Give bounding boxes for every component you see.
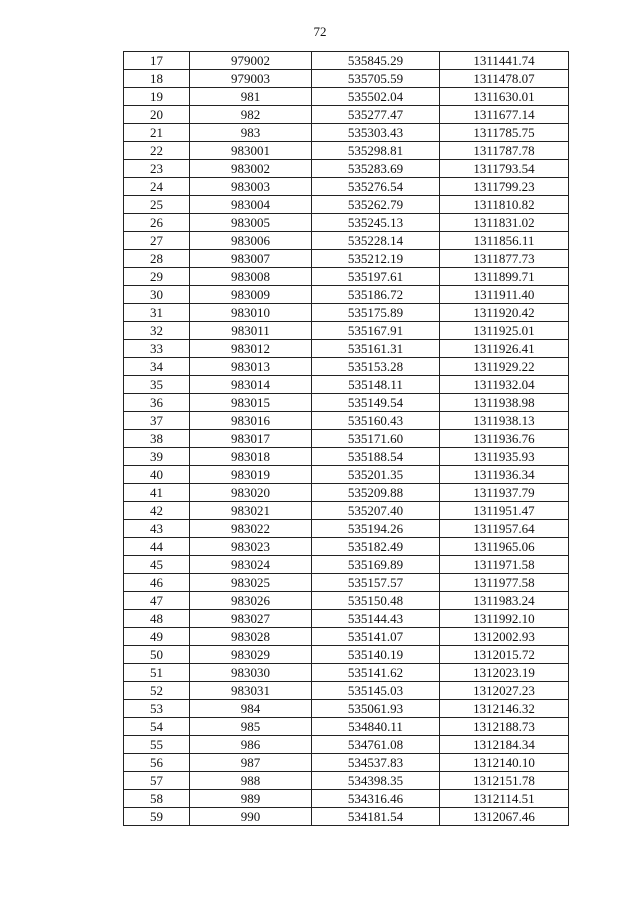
x-coordinate-cell: 535303.43 bbox=[312, 124, 440, 142]
point-id-cell: 983031 bbox=[190, 682, 312, 700]
coordinates-table-body bbox=[124, 52, 569, 826]
x-coordinate-cell: 535148.11 bbox=[312, 376, 440, 394]
y-coordinate-cell: 1311831.02 bbox=[440, 214, 569, 232]
y-coordinate-cell: 1311911.40 bbox=[440, 286, 569, 304]
x-coordinate-cell: 535276.54 bbox=[312, 178, 440, 196]
table-row bbox=[124, 340, 569, 358]
point-id-cell: 983029 bbox=[190, 646, 312, 664]
row-index-cell: 45 bbox=[124, 556, 190, 574]
row-index-cell: 18 bbox=[124, 70, 190, 88]
x-coordinate-cell: 535141.07 bbox=[312, 628, 440, 646]
row-index-cell: 34 bbox=[124, 358, 190, 376]
point-id-cell: 983004 bbox=[190, 196, 312, 214]
point-id-cell: 983 bbox=[190, 124, 312, 142]
table-row bbox=[124, 268, 569, 286]
row-index-cell: 49 bbox=[124, 628, 190, 646]
row-index-cell: 21 bbox=[124, 124, 190, 142]
point-id-cell: 983019 bbox=[190, 466, 312, 484]
point-id-cell: 983028 bbox=[190, 628, 312, 646]
y-coordinate-cell: 1312114.51 bbox=[440, 790, 569, 808]
x-coordinate-cell: 535188.54 bbox=[312, 448, 440, 466]
y-coordinate-cell: 1311899.71 bbox=[440, 268, 569, 286]
y-coordinate-cell: 1311925.01 bbox=[440, 322, 569, 340]
table-row bbox=[124, 250, 569, 268]
x-coordinate-cell: 535262.79 bbox=[312, 196, 440, 214]
point-id-cell: 983021 bbox=[190, 502, 312, 520]
y-coordinate-cell: 1311937.79 bbox=[440, 484, 569, 502]
point-id-cell: 983024 bbox=[190, 556, 312, 574]
table-row bbox=[124, 304, 569, 322]
x-coordinate-cell: 535153.28 bbox=[312, 358, 440, 376]
y-coordinate-cell: 1311785.75 bbox=[440, 124, 569, 142]
row-index-cell: 36 bbox=[124, 394, 190, 412]
y-coordinate-cell: 1311929.22 bbox=[440, 358, 569, 376]
table-row bbox=[124, 430, 569, 448]
point-id-cell: 979003 bbox=[190, 70, 312, 88]
row-index-cell: 32 bbox=[124, 322, 190, 340]
table-row bbox=[124, 448, 569, 466]
point-id-cell: 983025 bbox=[190, 574, 312, 592]
x-coordinate-cell: 534537.83 bbox=[312, 754, 440, 772]
x-coordinate-cell: 535194.26 bbox=[312, 520, 440, 538]
row-index-cell: 46 bbox=[124, 574, 190, 592]
point-id-cell: 990 bbox=[190, 808, 312, 826]
y-coordinate-cell: 1311926.41 bbox=[440, 340, 569, 358]
point-id-cell: 983008 bbox=[190, 268, 312, 286]
x-coordinate-cell: 535169.89 bbox=[312, 556, 440, 574]
point-id-cell: 983012 bbox=[190, 340, 312, 358]
x-coordinate-cell: 535298.81 bbox=[312, 142, 440, 160]
table-row bbox=[124, 376, 569, 394]
y-coordinate-cell: 1311932.04 bbox=[440, 376, 569, 394]
row-index-cell: 20 bbox=[124, 106, 190, 124]
page-number: 72 bbox=[313, 24, 327, 39]
y-coordinate-cell: 1311920.42 bbox=[440, 304, 569, 322]
y-coordinate-cell: 1311677.14 bbox=[440, 106, 569, 124]
x-coordinate-cell: 535705.59 bbox=[312, 70, 440, 88]
y-coordinate-cell: 1312151.78 bbox=[440, 772, 569, 790]
row-index-cell: 42 bbox=[124, 502, 190, 520]
table-row bbox=[124, 592, 569, 610]
table-row bbox=[124, 52, 569, 70]
y-coordinate-cell: 1312184.34 bbox=[440, 736, 569, 754]
table-row bbox=[124, 232, 569, 250]
y-coordinate-cell: 1311478.07 bbox=[440, 70, 569, 88]
table-row bbox=[124, 664, 569, 682]
y-coordinate-cell: 1312027.23 bbox=[440, 682, 569, 700]
row-index-cell: 58 bbox=[124, 790, 190, 808]
table-row bbox=[124, 322, 569, 340]
table-row bbox=[124, 394, 569, 412]
point-id-cell: 983006 bbox=[190, 232, 312, 250]
x-coordinate-cell: 535502.04 bbox=[312, 88, 440, 106]
table-row bbox=[124, 178, 569, 196]
row-index-cell: 54 bbox=[124, 718, 190, 736]
x-coordinate-cell: 535150.48 bbox=[312, 592, 440, 610]
point-id-cell: 983009 bbox=[190, 286, 312, 304]
point-id-cell: 983013 bbox=[190, 358, 312, 376]
point-id-cell: 982 bbox=[190, 106, 312, 124]
x-coordinate-cell: 535186.72 bbox=[312, 286, 440, 304]
y-coordinate-cell: 1311971.58 bbox=[440, 556, 569, 574]
table-row bbox=[124, 808, 569, 826]
x-coordinate-cell: 534761.08 bbox=[312, 736, 440, 754]
row-index-cell: 31 bbox=[124, 304, 190, 322]
x-coordinate-cell: 535182.49 bbox=[312, 538, 440, 556]
table-row bbox=[124, 196, 569, 214]
y-coordinate-cell: 1311938.13 bbox=[440, 412, 569, 430]
row-index-cell: 17 bbox=[124, 52, 190, 70]
table-row bbox=[124, 538, 569, 556]
x-coordinate-cell: 535277.47 bbox=[312, 106, 440, 124]
y-coordinate-cell: 1311992.10 bbox=[440, 610, 569, 628]
point-id-cell: 983017 bbox=[190, 430, 312, 448]
row-index-cell: 55 bbox=[124, 736, 190, 754]
point-id-cell: 989 bbox=[190, 790, 312, 808]
row-index-cell: 39 bbox=[124, 448, 190, 466]
point-id-cell: 983016 bbox=[190, 412, 312, 430]
y-coordinate-cell: 1311936.34 bbox=[440, 466, 569, 484]
x-coordinate-cell: 534181.54 bbox=[312, 808, 440, 826]
x-coordinate-cell: 535845.29 bbox=[312, 52, 440, 70]
point-id-cell: 983020 bbox=[190, 484, 312, 502]
table-row bbox=[124, 412, 569, 430]
y-coordinate-cell: 1311935.93 bbox=[440, 448, 569, 466]
table-row bbox=[124, 160, 569, 178]
row-index-cell: 41 bbox=[124, 484, 190, 502]
point-id-cell: 983023 bbox=[190, 538, 312, 556]
table-row bbox=[124, 646, 569, 664]
table-row bbox=[124, 466, 569, 484]
y-coordinate-cell: 1312140.10 bbox=[440, 754, 569, 772]
point-id-cell: 983015 bbox=[190, 394, 312, 412]
table-row bbox=[124, 142, 569, 160]
y-coordinate-cell: 1312146.32 bbox=[440, 700, 569, 718]
row-index-cell: 29 bbox=[124, 268, 190, 286]
row-index-cell: 30 bbox=[124, 286, 190, 304]
point-id-cell: 985 bbox=[190, 718, 312, 736]
x-coordinate-cell: 535245.13 bbox=[312, 214, 440, 232]
y-coordinate-cell: 1311787.78 bbox=[440, 142, 569, 160]
x-coordinate-cell: 534316.46 bbox=[312, 790, 440, 808]
table-row bbox=[124, 772, 569, 790]
x-coordinate-cell: 535145.03 bbox=[312, 682, 440, 700]
x-coordinate-cell: 535140.19 bbox=[312, 646, 440, 664]
row-index-cell: 57 bbox=[124, 772, 190, 790]
table-row bbox=[124, 286, 569, 304]
x-coordinate-cell: 535157.57 bbox=[312, 574, 440, 592]
y-coordinate-cell: 1311957.64 bbox=[440, 520, 569, 538]
y-coordinate-cell: 1311441.74 bbox=[440, 52, 569, 70]
x-coordinate-cell: 535141.62 bbox=[312, 664, 440, 682]
table-row bbox=[124, 106, 569, 124]
y-coordinate-cell: 1312023.19 bbox=[440, 664, 569, 682]
y-coordinate-cell: 1311965.06 bbox=[440, 538, 569, 556]
y-coordinate-cell: 1311977.58 bbox=[440, 574, 569, 592]
coordinates-table bbox=[123, 51, 569, 826]
row-index-cell: 51 bbox=[124, 664, 190, 682]
x-coordinate-cell: 535167.91 bbox=[312, 322, 440, 340]
x-coordinate-cell: 534840.11 bbox=[312, 718, 440, 736]
table-row bbox=[124, 736, 569, 754]
table-row bbox=[124, 358, 569, 376]
row-index-cell: 47 bbox=[124, 592, 190, 610]
row-index-cell: 37 bbox=[124, 412, 190, 430]
x-coordinate-cell: 535228.14 bbox=[312, 232, 440, 250]
table-row bbox=[124, 718, 569, 736]
x-coordinate-cell: 535197.61 bbox=[312, 268, 440, 286]
table-row bbox=[124, 214, 569, 232]
x-coordinate-cell: 535201.35 bbox=[312, 466, 440, 484]
row-index-cell: 43 bbox=[124, 520, 190, 538]
row-index-cell: 52 bbox=[124, 682, 190, 700]
table-row bbox=[124, 88, 569, 106]
x-coordinate-cell: 535149.54 bbox=[312, 394, 440, 412]
point-id-cell: 983011 bbox=[190, 322, 312, 340]
row-index-cell: 44 bbox=[124, 538, 190, 556]
y-coordinate-cell: 1312015.72 bbox=[440, 646, 569, 664]
table-row bbox=[124, 124, 569, 142]
table-row bbox=[124, 556, 569, 574]
y-coordinate-cell: 1311793.54 bbox=[440, 160, 569, 178]
point-id-cell: 983005 bbox=[190, 214, 312, 232]
y-coordinate-cell: 1312002.93 bbox=[440, 628, 569, 646]
x-coordinate-cell: 535061.93 bbox=[312, 700, 440, 718]
point-id-cell: 983007 bbox=[190, 250, 312, 268]
table-row bbox=[124, 484, 569, 502]
y-coordinate-cell: 1311810.82 bbox=[440, 196, 569, 214]
point-id-cell: 983018 bbox=[190, 448, 312, 466]
row-index-cell: 26 bbox=[124, 214, 190, 232]
point-id-cell: 979002 bbox=[190, 52, 312, 70]
y-coordinate-cell: 1311938.98 bbox=[440, 394, 569, 412]
table-row bbox=[124, 628, 569, 646]
y-coordinate-cell: 1312188.73 bbox=[440, 718, 569, 736]
point-id-cell: 986 bbox=[190, 736, 312, 754]
y-coordinate-cell: 1311799.23 bbox=[440, 178, 569, 196]
table-row bbox=[124, 754, 569, 772]
x-coordinate-cell: 535207.40 bbox=[312, 502, 440, 520]
row-index-cell: 23 bbox=[124, 160, 190, 178]
row-index-cell: 22 bbox=[124, 142, 190, 160]
y-coordinate-cell: 1311936.76 bbox=[440, 430, 569, 448]
table-row bbox=[124, 520, 569, 538]
table-row bbox=[124, 790, 569, 808]
row-index-cell: 33 bbox=[124, 340, 190, 358]
row-index-cell: 27 bbox=[124, 232, 190, 250]
point-id-cell: 988 bbox=[190, 772, 312, 790]
point-id-cell: 983022 bbox=[190, 520, 312, 538]
row-index-cell: 40 bbox=[124, 466, 190, 484]
x-coordinate-cell: 535283.69 bbox=[312, 160, 440, 178]
x-coordinate-cell: 535171.60 bbox=[312, 430, 440, 448]
point-id-cell: 983027 bbox=[190, 610, 312, 628]
table-row bbox=[124, 610, 569, 628]
y-coordinate-cell: 1312067.46 bbox=[440, 808, 569, 826]
point-id-cell: 983001 bbox=[190, 142, 312, 160]
table-row bbox=[124, 502, 569, 520]
x-coordinate-cell: 535175.89 bbox=[312, 304, 440, 322]
table-row bbox=[124, 70, 569, 88]
row-index-cell: 38 bbox=[124, 430, 190, 448]
y-coordinate-cell: 1311983.24 bbox=[440, 592, 569, 610]
row-index-cell: 59 bbox=[124, 808, 190, 826]
row-index-cell: 35 bbox=[124, 376, 190, 394]
table-row bbox=[124, 682, 569, 700]
y-coordinate-cell: 1311877.73 bbox=[440, 250, 569, 268]
y-coordinate-cell: 1311630.01 bbox=[440, 88, 569, 106]
table-row bbox=[124, 700, 569, 718]
x-coordinate-cell: 535209.88 bbox=[312, 484, 440, 502]
y-coordinate-cell: 1311856.11 bbox=[440, 232, 569, 250]
row-index-cell: 48 bbox=[124, 610, 190, 628]
y-coordinate-cell: 1311951.47 bbox=[440, 502, 569, 520]
x-coordinate-cell: 535212.19 bbox=[312, 250, 440, 268]
x-coordinate-cell: 534398.35 bbox=[312, 772, 440, 790]
x-coordinate-cell: 535161.31 bbox=[312, 340, 440, 358]
x-coordinate-cell: 535160.43 bbox=[312, 412, 440, 430]
point-id-cell: 983003 bbox=[190, 178, 312, 196]
point-id-cell: 984 bbox=[190, 700, 312, 718]
row-index-cell: 28 bbox=[124, 250, 190, 268]
point-id-cell: 983030 bbox=[190, 664, 312, 682]
point-id-cell: 983002 bbox=[190, 160, 312, 178]
table-row bbox=[124, 574, 569, 592]
row-index-cell: 50 bbox=[124, 646, 190, 664]
row-index-cell: 56 bbox=[124, 754, 190, 772]
row-index-cell: 53 bbox=[124, 700, 190, 718]
row-index-cell: 19 bbox=[124, 88, 190, 106]
row-index-cell: 25 bbox=[124, 196, 190, 214]
point-id-cell: 983010 bbox=[190, 304, 312, 322]
point-id-cell: 981 bbox=[190, 88, 312, 106]
point-id-cell: 983026 bbox=[190, 592, 312, 610]
point-id-cell: 987 bbox=[190, 754, 312, 772]
x-coordinate-cell: 535144.43 bbox=[312, 610, 440, 628]
point-id-cell: 983014 bbox=[190, 376, 312, 394]
row-index-cell: 24 bbox=[124, 178, 190, 196]
